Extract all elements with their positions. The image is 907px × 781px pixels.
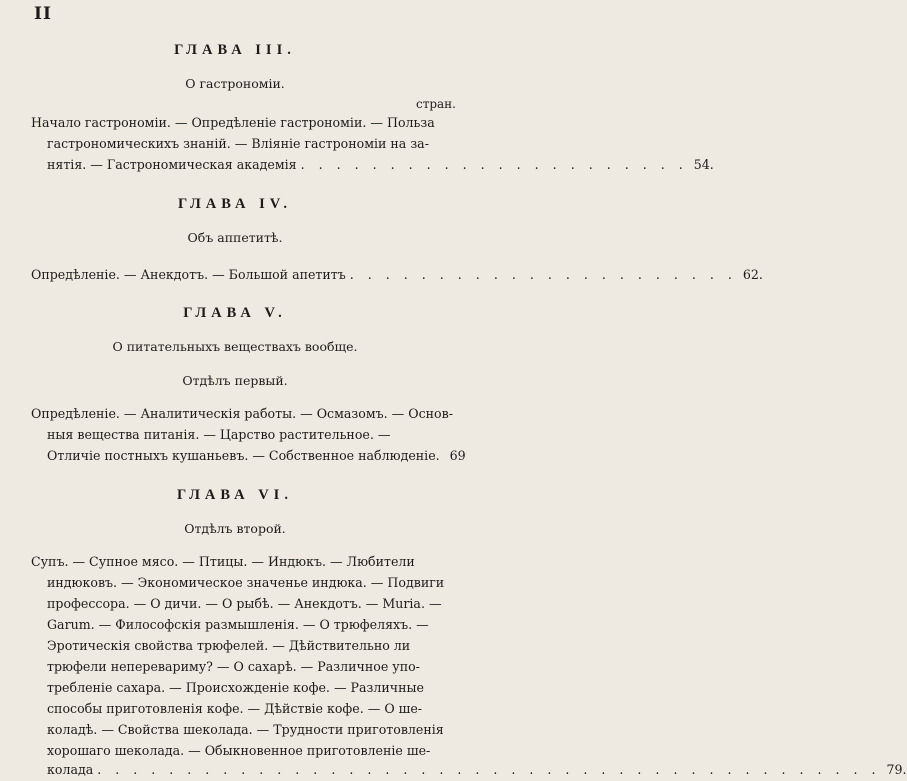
toc-page-number: 54. [693, 157, 714, 172]
chapter-6-heading: ГЛАВА VI. [177, 487, 293, 503]
leader-dots: . . . . . . . . . . . . . . . . . . . . . . [300, 157, 688, 172]
toc-page-number: 62. [742, 267, 763, 282]
toc-entry-text: Отличіе постныхъ кушаньевъ. — Собственное наблюденіе. [47, 448, 440, 463]
chapter-4-toc-entry [31, 267, 763, 282]
chapter-6-toc-entry [47, 762, 907, 777]
chapter-3-heading: ГЛАВА III. [174, 42, 296, 58]
chapter-5-section: Отдѣлъ первый. [182, 373, 288, 388]
chapter-6-line: хорошаго шеколада. — Обыкновенное приготовленіе ше- [47, 743, 431, 758]
chapter-6-line: профессора. — О дичи. — О рыбѣ. — Анекдотъ. — Muria. — [47, 596, 442, 611]
chapter-6-line: Garum. — Философскія размышленія. — О трюфеляхъ. — [47, 617, 429, 632]
page-number: II [34, 4, 52, 24]
chapter-6-line: способы приготовленія кофе. — Дѣйствіе кофе. — О ше- [47, 701, 423, 716]
leader-dots: . . . . . . . . . . . . . . . . . . . . . . . . . . . . . . . . . . . . . . . . . . . . [97, 762, 881, 777]
chapter-6-section: Отдѣлъ второй. [184, 521, 286, 536]
chapter-3-title: О гастрономіи. [185, 76, 285, 91]
chapter-5-line: Опредѣленіе. — Аналитическія работы. — Осмазомъ. — Основ- [31, 406, 453, 421]
chapter-6-line: Супъ. — Супное мясо. — Птицы. — Индюкъ. — Любители [31, 554, 415, 569]
chapter-3-line: гастрономическихъ знаній. — Вліяніе гастрономіи на за- [47, 136, 429, 151]
chapter-5-title: О питательныхъ веществахъ вообще. [112, 339, 358, 354]
chapter-6-line: Эротическія свойства трюфелей. — Дѣйствительно ли [47, 638, 411, 653]
chapter-6-line: коладѣ. — Свойства шеколада. — Трудности приготовленія [47, 722, 444, 737]
chapter-4-title: Объ аппетитѣ. [187, 230, 283, 245]
chapter-3-line: Начало гастрономіи. — Опредѣленіе гастрономіи. — Польза [31, 115, 435, 130]
chapter-5-line: ныя вещества питанія. — Царство растительное. — [47, 427, 391, 442]
toc-entry-text: колада [47, 762, 94, 777]
chapter-5-toc-entry [47, 448, 466, 463]
toc-page-number: 79. [886, 762, 907, 777]
chapter-6-line: требленіе сахара. — Происхожденіе кофе. — Различные [47, 680, 424, 695]
toc-entry-text: нятія. — Гастрономическая академія [47, 157, 297, 172]
toc-entry-text: Опредѣленіе. — Анекдотъ. — Большой апетитъ [31, 267, 346, 282]
leader-dots: . . . . . . . . . . . . . . . . . . . . . . [349, 267, 737, 282]
chapter-5-heading: ГЛАВА V. [183, 305, 287, 321]
chapter-6-line: индюковъ. — Экономическое значенье индюка. — Подвиги [47, 575, 445, 590]
chapter-6-line: трюфели неперевариму? — О сахарѣ. — Различное упо- [47, 659, 420, 674]
chapter-3-toc-entry [47, 157, 714, 172]
page-column-label: стран. [415, 97, 456, 111]
toc-page-number: 69 [449, 448, 466, 463]
chapter-4-heading: ГЛАВА IV. [177, 196, 293, 212]
